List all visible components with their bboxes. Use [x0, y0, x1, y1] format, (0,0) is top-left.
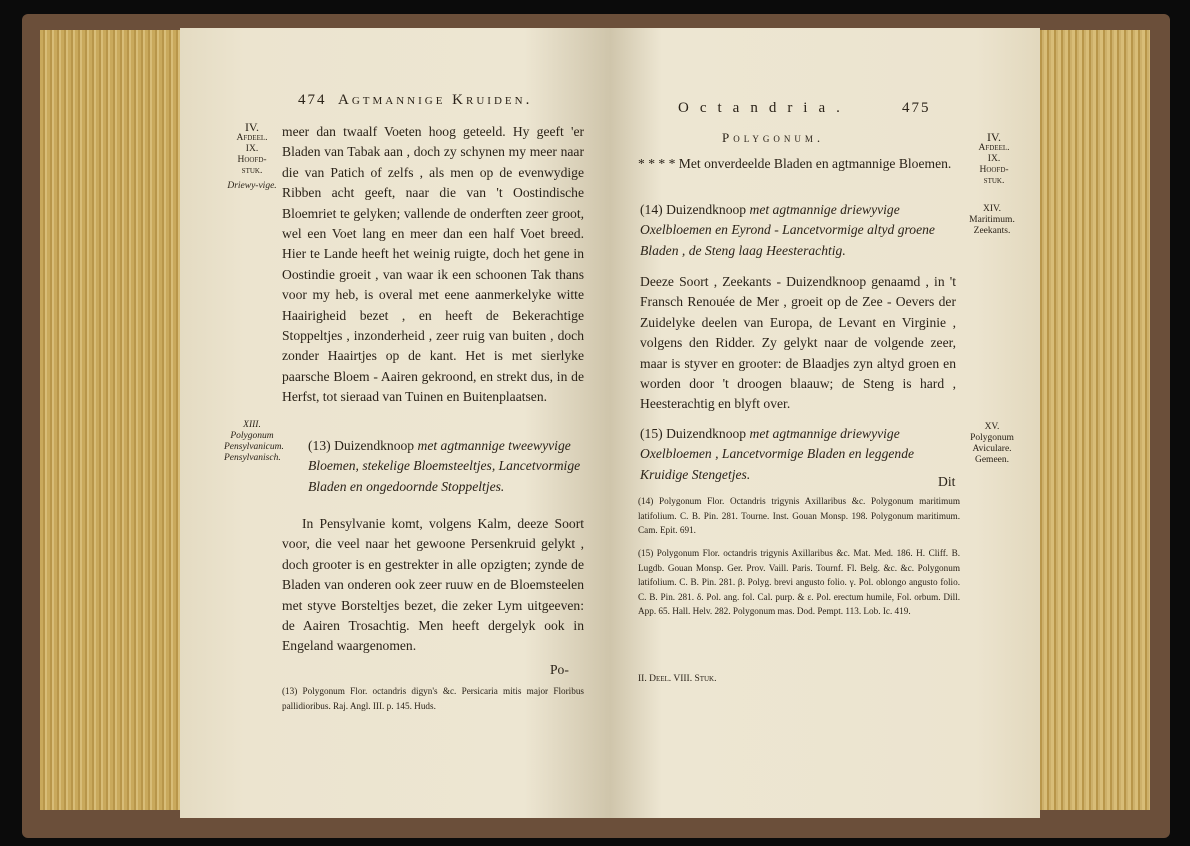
- margin-line: IV.: [244, 120, 260, 134]
- right-page-edges: [1030, 30, 1150, 810]
- right-catchword: Dit: [938, 474, 956, 489]
- entry-14: [640, 200, 958, 261]
- margin-line: Afdeel.: [978, 143, 1010, 153]
- paragraph: meer dan twaalf Voeten hoog geteeld. Hy geeft 'er Bladen van Tabak aan , doch zy schynen my meer naar die van Patich of zelfs , als men op de evenwydige Ribben acht geeft, naar die van 't Oostindische Bloemriet te gelyken; vallende de onderften zeer groot, wel een Voet lang en meer dan een half Voet breed. Hier te Lande heeft het weinig ruigte, doch het gene in Oostindie groeit , van waar ik een schoonen Tak thans voor my heb, is overal met eene aanmerkelyke witte Haairigheid bezet , en heeft de Bekerachtige Stoppeltjes , inzonderheid , zeer ruig van buiten , doch zonder Haairtjes op de kant. Het is met sierlyke paarsche Bloem - Aairen gekroond, en strekt dus, in de Herfst, tot sieraad van Tuinen en Buitenplaatsen.: [282, 124, 584, 405]
- right-paragraph-1: [640, 272, 956, 415]
- entry-name: Duizendknoop: [334, 438, 415, 453]
- paragraph: Deeze Soort , Zeekants - Duizendknoop genaamd , in 't Fransch Renouée de Mer , groeit op de Zee - Oevers der Zuidelyke deelen van Europa, de Levant en Virginie , volgens den Ridder. Zy gelykt naar de volgende zeer, maar is styver en grooter: de Blaadjes zyn altyd groen en worden door 't droogen blaauw; de Steng is hard , Heesterachtig en blyft over.: [640, 274, 956, 412]
- right-margin-top: [966, 132, 1022, 187]
- margin-line: IX.: [245, 144, 259, 154]
- margin-species: Driewy-vige.: [227, 181, 277, 191]
- entry-description: met agtmannige driewyvige Oxelbloemen , Lancetvormige Bladen en leggende Kruidige Stengetjes.: [640, 426, 915, 482]
- paragraph: In Pensylvanie komt, volgens Kalm, deeze Soort voor, die veel naar het gewoone Persenkruid gelykt , doch grooter is en gestrekter in alle opzigten; zynde de Bladen van onderen ook zeer ruuw en de Bloemsteelen met styve Borsteltjes bezet, die zeker Lym uitgeeven: de Aairen Trosachtig. Men heeft dergelyk ook in Engeland waargenomen.: [282, 516, 584, 654]
- footnote-13: [282, 684, 584, 713]
- margin-line: Hoofd-: [979, 165, 1009, 175]
- left-page: [180, 28, 610, 818]
- entry-13: [308, 436, 584, 497]
- entry-name: Duizendknoop: [666, 426, 747, 441]
- footnote-text: (13) Polygonum Flor. octandris digyn's &c. Persicaria mitis major Floribus pallidioribus. Raj. Angl. III. p. 145. Huds.: [282, 686, 584, 711]
- entry-description: met agtmannige tweewyvige Bloemen, stekelige Bloemsteeltjes, Lancetvormige Bladen en ongedoornde Stoppeltjes.: [308, 438, 581, 494]
- right-running-head: Octandria.: [678, 100, 851, 116]
- right-page: [610, 28, 1040, 818]
- right-margin-14: XIV. Maritimum. Zeekants.: [969, 204, 1015, 236]
- entry-number: (14): [640, 202, 663, 217]
- section-heading: * * * * Met onverdeelde Bladen en agtmannige Bloemen.: [638, 156, 952, 171]
- footnote-14: [638, 494, 960, 538]
- left-margin-13: XIII. Polygonum Pensylvanicum. Pensylvanisch.: [224, 420, 284, 463]
- entry-15: [640, 424, 958, 485]
- footnote-15: [638, 546, 960, 619]
- signature-mark: II. Deel. VIII. Stuk.: [638, 674, 717, 684]
- left-paragraph-2: [282, 514, 584, 657]
- entry-description: met agtmannige driewyvige Oxelbloemen en Eyrond - Lancetvormige altyd groene Bladen , de Steng laag Heesterachtig.: [640, 202, 935, 258]
- right-margin-15: XV. Polygonum Aviculare. Gemeen.: [970, 422, 1014, 465]
- margin-line: IV.: [986, 130, 1002, 144]
- genus-heading: Polygonum.: [722, 130, 825, 145]
- left-running-head: Agtmannige Kruiden.: [338, 92, 533, 108]
- left-page-edges: [40, 30, 190, 810]
- margin-line: IX.: [987, 154, 1001, 164]
- left-margin-top: [226, 122, 278, 192]
- entry-number: (15): [640, 426, 663, 441]
- left-paragraph-1: [282, 122, 584, 408]
- left-catchword: Po-: [550, 662, 569, 677]
- entry-number: (13): [308, 438, 331, 453]
- margin-line: Hoofd-: [237, 155, 267, 165]
- footnote-text: (14) Polygonum Flor. Octandris trigynis Axillaribus &c. Polygonum maritimum latifolium. C. B. Pin. 281. Tourne. Inst. Gouan Monsp. 198. Polygonum maritimum. Cam. Epit. 691.: [638, 496, 960, 535]
- entry-name: Duizendknoop: [666, 202, 747, 217]
- footnote-text: (15) Polygonum Flor. octandris trigynis Axillaribus &c. Mat. Med. 186. H. Cliff. B. Lugdb. Gouan Monsp. Ger. Prov. Vaill. Paris. Tournf. Fl. Belg. &c. &c. Polygonum latifolium. C. B. Pin. 281. β. Polyg. brevi angusto folio. γ. Pol. oblongo angusto folio. C. B. Pin. 281. δ. Pol. ang. fol. Cal. purp. & ε. Pol. erectum humile, Fol. orbum. Dill. App. 65. Hall. Helv. 282. Polygonum mas. Dod. Pempt. 113. Lob. Ic. 419.: [638, 548, 960, 616]
- margin-line: stuk.: [983, 176, 1005, 186]
- margin-line: stuk.: [241, 166, 263, 176]
- left-page-number: 474: [298, 92, 327, 108]
- right-page-number: 475: [902, 100, 931, 116]
- margin-line: Afdeel.: [236, 133, 268, 143]
